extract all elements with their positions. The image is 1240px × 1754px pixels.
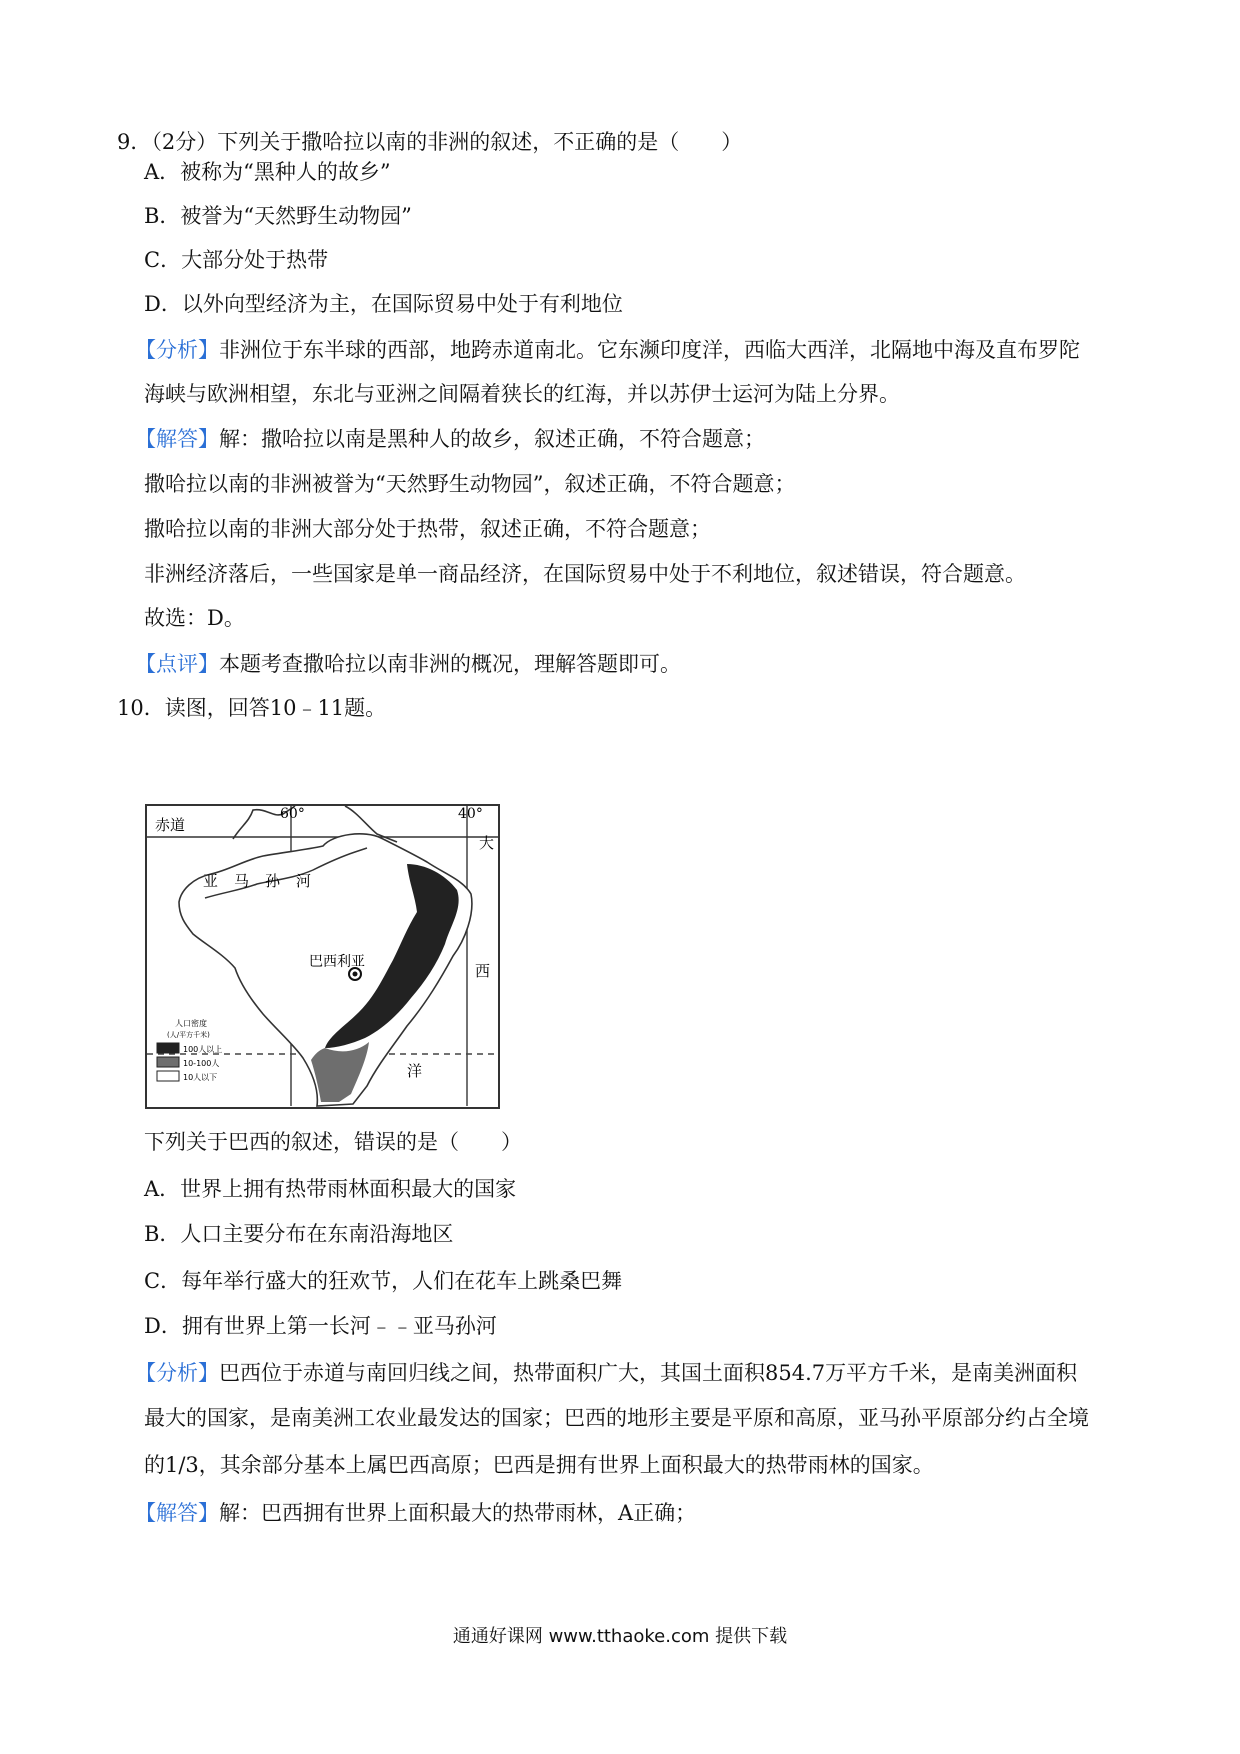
q9-analysis-text-1: 非洲位于东半球的西部，地跨赤道南北。它东濒印度洋，西临大西洋，北隔地中海及直布罗陀: [219, 338, 1080, 362]
equator-label: 赤道: [155, 816, 186, 834]
legend-title: 人口密度: [175, 1019, 207, 1028]
q10-option-b: B．人口主要分布在东南沿海地区: [144, 1222, 454, 1246]
lon-60-label: 60°: [280, 806, 305, 822]
q9-answer-text-1: 解：撒哈拉以南是黑种人的故乡，叙述正确，不符合题意；: [219, 427, 765, 451]
capital-label: 巴西利亚: [309, 954, 365, 970]
ocean-char-1: 大: [479, 834, 495, 852]
q10-answer-text-1: 解：巴西拥有世界上面积最大的热带雨林，A正确；: [219, 1501, 697, 1525]
q10-analysis-line-2: 最大的国家，是南美洲工农业最发达的国家；巴西的地形主要是平原和高原，亚马孙平原部分约占全境: [144, 1406, 1089, 1430]
q10-intro: 10．读图，回答10﹣11题。: [117, 696, 387, 720]
q9-comment-line: [135, 649, 681, 679]
capital-marker-dot: [353, 972, 358, 977]
page-footer: 通通好课网 www.tthaoke.com 提供下载: [452, 1626, 788, 1647]
q9-option-c: C．大部分处于热带: [144, 248, 329, 272]
q9-stem: 9．（2分）下列关于撒哈拉以南的非洲的叙述，不正确的是（ ）: [117, 130, 743, 154]
lon-40-label: 40°: [458, 806, 483, 822]
q9-option-a: A．被称为“黑种人的故乡”: [144, 160, 391, 184]
ocean-char-3: 洋: [407, 1062, 423, 1080]
brazil-population-map: [145, 804, 500, 1109]
q10-answer-tag: 【解答】: [135, 1501, 219, 1525]
legend-label-mid: 10-100人: [183, 1059, 220, 1068]
q9-answer-line-2: 撒哈拉以南的非洲被誉为“天然野生动物园”，叙述正确，不符合题意；: [144, 472, 796, 496]
q9-analysis-tag: 【分析】: [135, 338, 219, 362]
q9-answer-line-1: [135, 424, 765, 454]
q10-option-d: D．拥有世界上第一长河﹣﹣亚马孙河: [144, 1314, 497, 1338]
q10-option-c: C．每年举行盛大的狂欢节，人们在花车上跳桑巴舞: [144, 1269, 623, 1293]
q10-analysis-line-3: 的1/3，其余部分基本上属巴西高原；巴西是拥有世界上面积最大的热带雨林的国家。: [144, 1453, 934, 1477]
legend-label-low: 10人以下: [183, 1073, 218, 1082]
legend-swatch-mid: [157, 1057, 179, 1067]
q9-answer-tag: 【解答】: [135, 427, 219, 451]
q10-analysis-tag: 【分析】: [135, 1361, 219, 1385]
q9-answer-line-4: 非洲经济落后，一些国家是单一商品经济，在国际贸易中处于不利地位，叙述错误，符合题意。: [144, 562, 1026, 586]
legend-swatch-high: [157, 1043, 179, 1053]
q9-option-d: D．以外向型经济为主，在国际贸易中处于有利地位: [144, 292, 623, 316]
q10-analysis-text-1: 巴西位于赤道与南回归线之间，热带面积广大，其国土面积854.7万平方千米，是南美洲面积: [219, 1361, 1078, 1385]
q9-answer-line-5: 故选：D。: [144, 606, 245, 630]
legend-unit: (人/平方千米): [167, 1031, 210, 1039]
q9-comment-text: 本题考查撒哈拉以南非洲的概况，理解答题即可。: [219, 652, 681, 676]
map-svg: [145, 804, 500, 1109]
q10-stem: 下列关于巴西的叙述，错误的是（ ）: [144, 1130, 522, 1154]
q10-analysis-line-1: [135, 1358, 1077, 1388]
q9-analysis-line-2: 海峡与欧洲相望，东北与亚洲之间隔着狭长的红海，并以苏伊士运河为陆上分界。: [144, 382, 900, 406]
q9-answer-line-3: 撒哈拉以南的非洲大部分处于热带，叙述正确，不符合题意；: [144, 517, 711, 541]
q9-option-b: B．被誉为“天然野生动物园”: [144, 204, 412, 228]
legend-label-high: 100人以上: [183, 1045, 223, 1054]
legend-swatch-low: [157, 1071, 179, 1081]
q9-analysis-line-1: [135, 335, 1080, 365]
river-label: 亚马孙河: [203, 872, 328, 890]
ocean-char-2: 西: [475, 962, 491, 980]
q10-answer-line-1: [135, 1498, 696, 1528]
q9-comment-tag: 【点评】: [135, 652, 219, 676]
q10-option-a: A．世界上拥有热带雨林面积最大的国家: [144, 1177, 517, 1201]
